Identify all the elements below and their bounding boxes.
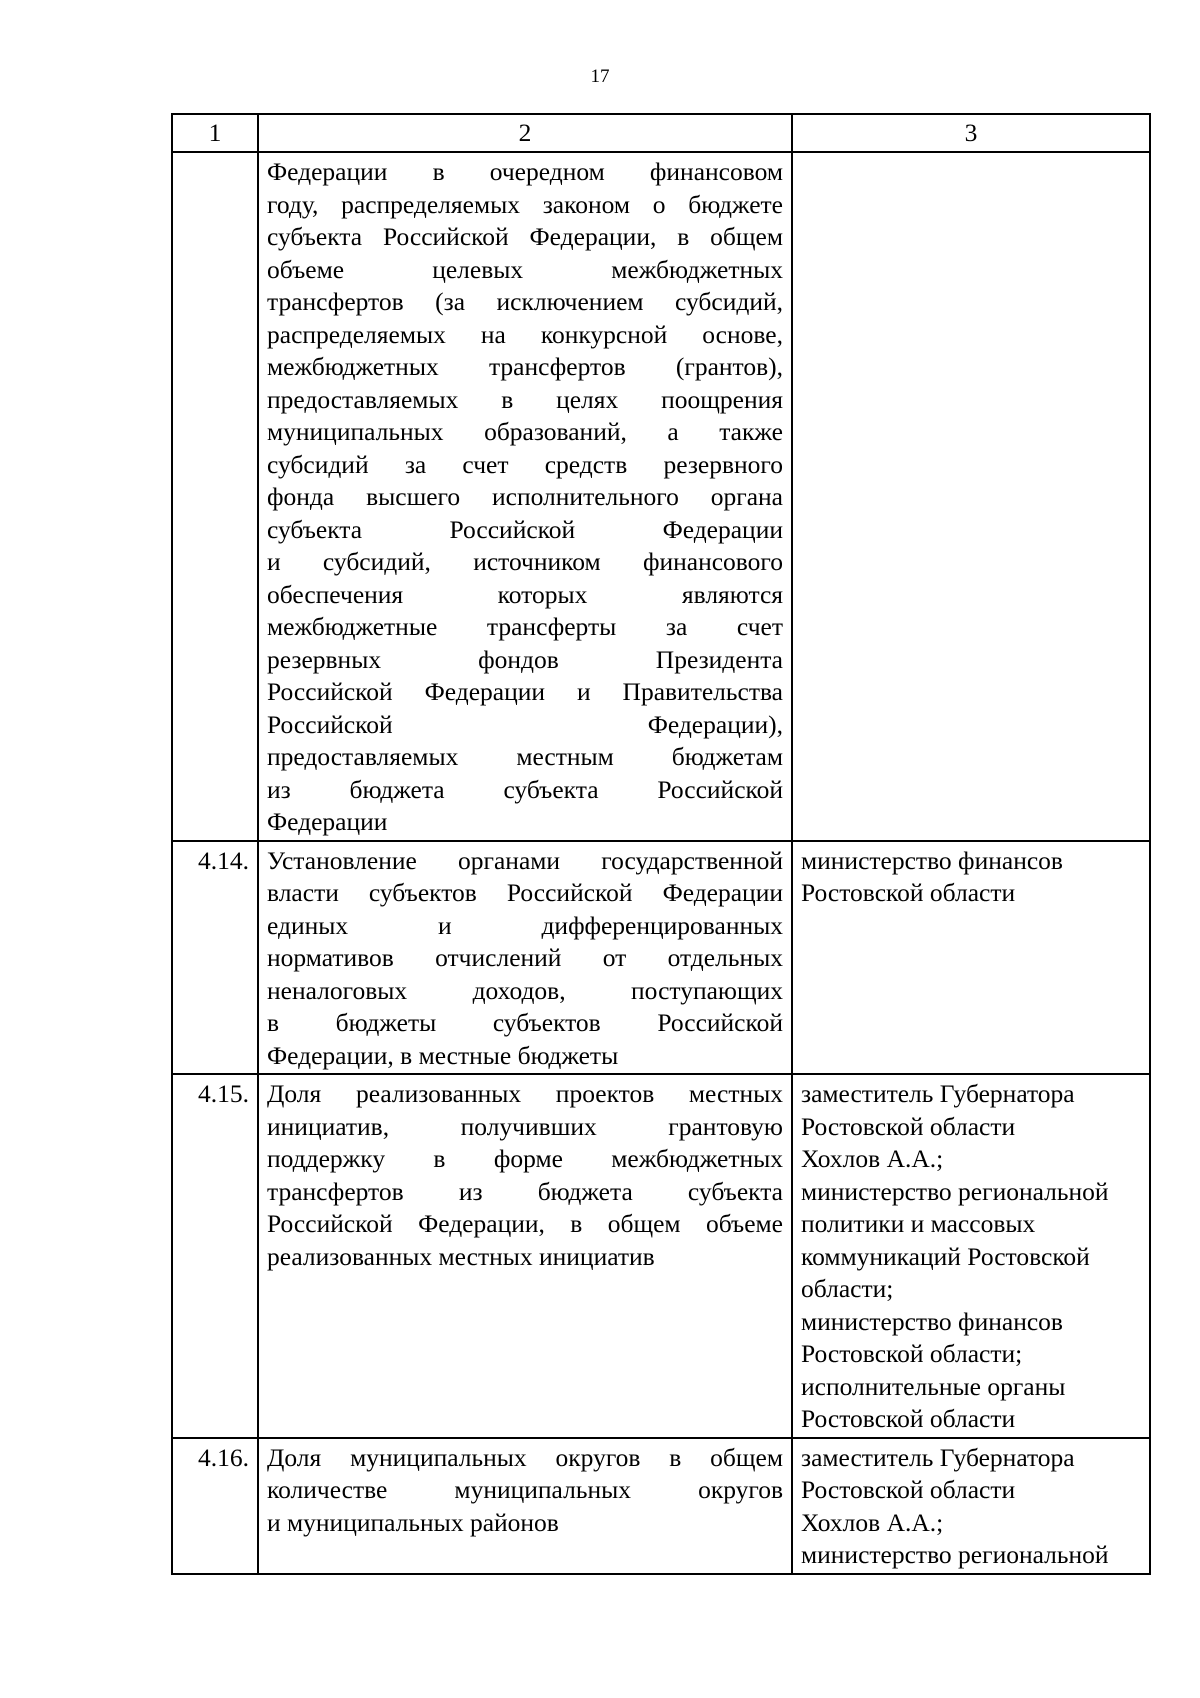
responsible-line: Хохлов А.А.; xyxy=(801,1144,944,1173)
row-description xyxy=(258,1074,792,1438)
description-line: Федерации в очередном финансовом xyxy=(267,157,783,186)
description-line: распределяемых на конкурсной основе, xyxy=(267,319,783,349)
row-number: 4.15. xyxy=(172,1074,258,1438)
description-line: и муниципальных районов xyxy=(267,1507,559,1537)
responsible-line: Ростовской области xyxy=(801,1111,1016,1141)
description-line: фонда высшего исполнительного органа xyxy=(267,482,783,511)
description-line: межбюджетные трансферты за счет xyxy=(267,612,783,641)
table-row xyxy=(172,841,1150,1075)
description-line: Российской Федерации, в общем объеме xyxy=(267,1209,783,1238)
description-line: из бюджета субъекта Российской xyxy=(267,774,783,804)
table-row xyxy=(172,152,1150,841)
responsible-line: исполнительные органы xyxy=(801,1371,1066,1401)
description-line: объеме целевых межбюджетных xyxy=(267,254,783,284)
responsible-line: Ростовской области xyxy=(801,878,1016,907)
responsible-line: заместитель Губернатора xyxy=(801,1442,1075,1472)
description-line: Доля реализованных проектов местных xyxy=(267,1079,783,1108)
description-line: Российской Федерации), xyxy=(267,709,783,739)
responsible-line: министерство финансов xyxy=(801,845,1063,875)
description-line: поддержку в форме межбюджетных xyxy=(267,1144,783,1173)
description-line: резервных фондов Президента xyxy=(267,644,783,674)
row-description xyxy=(258,152,792,841)
description-line: субъекта Российской Федерации, в общем xyxy=(267,222,783,251)
description-line: Российской Федерации и Правительства xyxy=(267,677,783,706)
description-line: инициатив, получивших грантовую xyxy=(267,1111,783,1141)
column-header-number: 1 xyxy=(172,114,258,152)
column-header-responsible: 3 xyxy=(792,114,1150,152)
description-line: реализованных местных инициатив xyxy=(267,1241,655,1271)
description-line: предоставляемых местным бюджетам xyxy=(267,742,783,771)
description-line: Федерации xyxy=(267,807,388,836)
table-row xyxy=(172,1074,1150,1438)
responsible-line: министерство региональной xyxy=(801,1176,1109,1206)
description-line: трансфертов (за исключением субсидий, xyxy=(267,287,783,316)
description-line: неналоговых доходов, поступающих xyxy=(267,975,783,1005)
description-line: Доля муниципальных округов в общем xyxy=(267,1442,783,1472)
row-responsible xyxy=(792,152,1150,841)
description-line: межбюджетных трансфертов (грантов), xyxy=(267,352,783,381)
row-responsible xyxy=(792,1438,1150,1574)
document-table xyxy=(171,113,1151,1575)
column-header-description: 2 xyxy=(258,114,792,152)
description-line: предоставляемых в целях поощрения xyxy=(267,384,783,414)
row-description xyxy=(258,841,792,1075)
table-header-row xyxy=(172,114,1150,152)
responsible-line: министерство региональной xyxy=(801,1540,1109,1569)
responsible-line: Ростовской области xyxy=(801,1404,1016,1433)
description-line: обеспечения которых являются xyxy=(267,579,783,609)
responsible-line: заместитель Губернатора xyxy=(801,1079,1075,1108)
responsible-line: Ростовской области xyxy=(801,1475,1016,1504)
page-number: 17 xyxy=(590,66,610,87)
description-line: и субсидий, источником финансового xyxy=(267,547,783,576)
description-line: единых и дифференцированных xyxy=(267,910,783,940)
responsible-line: коммуникаций Ростовской xyxy=(801,1241,1090,1271)
row-responsible xyxy=(792,841,1150,1075)
description-line: власти субъектов Российской Федерации xyxy=(267,878,783,907)
responsible-line: министерство финансов xyxy=(801,1306,1063,1336)
row-number: 4.16. xyxy=(172,1438,258,1574)
description-line: Установление органами государственной xyxy=(267,845,783,875)
row-number: 4.14. xyxy=(172,841,258,1075)
description-line: году, распределяемых законом о бюджете xyxy=(267,189,783,219)
responsible-line: Хохлов А.А.; xyxy=(801,1507,944,1537)
row-responsible xyxy=(792,1074,1150,1438)
description-line: нормативов отчислений от отдельных xyxy=(267,943,783,972)
description-line: субсидий за счет средств резервного xyxy=(267,449,783,479)
table-row xyxy=(172,1438,1150,1574)
row-number xyxy=(172,152,258,841)
row-description xyxy=(258,1438,792,1574)
description-line: количестве муниципальных округов xyxy=(267,1475,783,1504)
description-line: в бюджеты субъектов Российской xyxy=(267,1008,783,1037)
description-line: муниципальных образований, а также xyxy=(267,417,783,446)
responsible-line: политики и массовых xyxy=(801,1209,1036,1238)
description-line: Федерации, в местные бюджеты xyxy=(267,1040,619,1070)
responsible-line: Ростовской области; xyxy=(801,1339,1023,1368)
description-line: субъекта Российской Федерации xyxy=(267,514,783,544)
description-line: трансфертов из бюджета субъекта xyxy=(267,1176,783,1206)
responsible-line: области; xyxy=(801,1274,894,1303)
